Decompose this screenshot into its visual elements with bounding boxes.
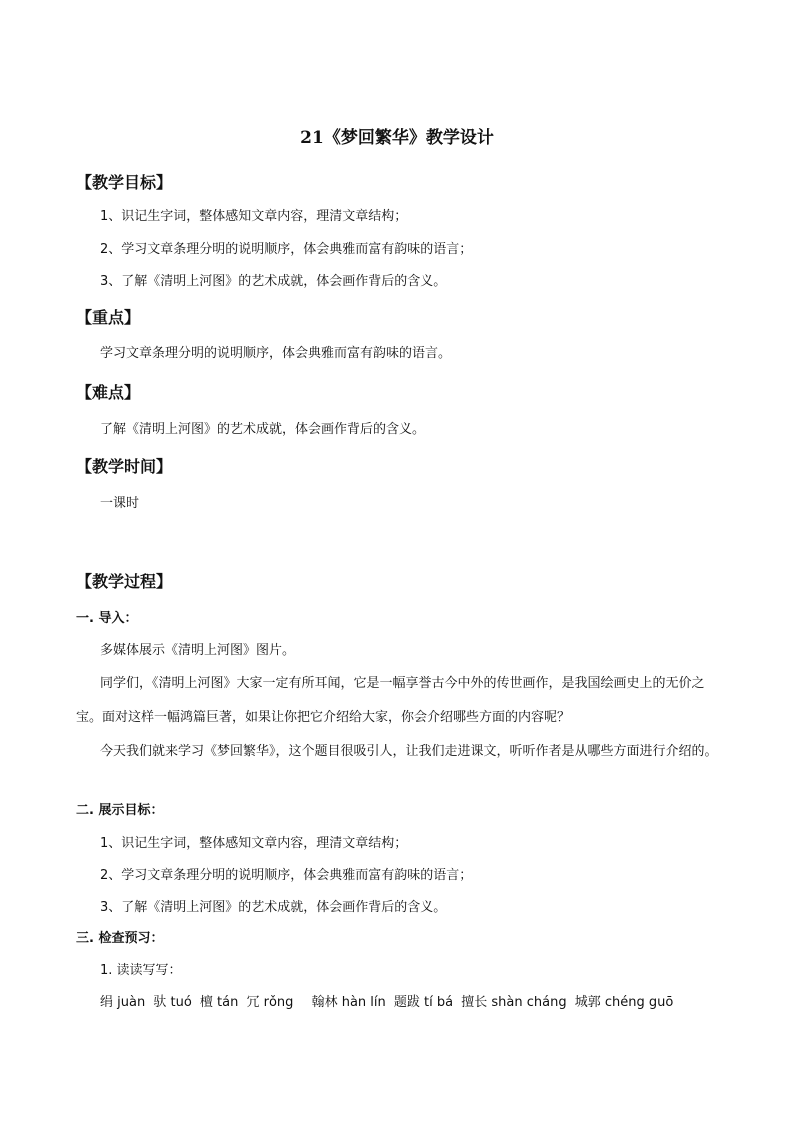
- document-title: 21《梦回繁华》教学设计: [300, 128, 494, 148]
- show-goals-heading: 二. 展示目标：: [76, 803, 164, 818]
- vocabulary-word: 城郭 chéng guō: [574, 995, 674, 1010]
- preview-task: 1. 读读写写：: [100, 963, 182, 978]
- show-goals-item-3: 3、了解《清明上河图》的艺术成就，体会画作背后的含义。: [100, 900, 447, 915]
- goals-item-1: 1、识记生字词，整体感知文章内容，理清文章结构；: [100, 209, 408, 224]
- vocabulary-word: 翰林 hàn lín: [311, 995, 386, 1010]
- vocabulary-word: 绢 juàn: [100, 995, 146, 1010]
- vocabulary-word: 题跋 tí bá: [393, 995, 454, 1010]
- goals-item-2: 2、学习文章条理分明的说明顺序，体会典雅而富有韵味的语言；: [100, 242, 473, 257]
- goals-item-3: 3、了解《清明上河图》的艺术成就，体会画作背后的含义。: [100, 274, 447, 289]
- intro-line: 多媒体展示《清明上河图》图片。: [100, 643, 296, 658]
- intro-paragraph-2: 今天我们就来学习《梦回繁华》，这个题目很吸引人，让我们走进课文，听听作者是从哪些方面进行介绍的。: [100, 744, 718, 759]
- time-heading: 【教学时间】: [76, 457, 173, 476]
- show-goals-item-1: 1、识记生字词，整体感知文章内容，理清文章结构；: [100, 836, 408, 851]
- vocabulary-word: 擅长 shàn cháng: [461, 995, 567, 1010]
- goals-heading: 【教学目标】: [76, 173, 173, 192]
- vocabulary-word: 檀 tán: [199, 995, 239, 1010]
- difficulty-heading: 【难点】: [76, 383, 141, 402]
- time-text: 一课时: [100, 496, 140, 511]
- intro-heading: 一. 导入：: [76, 611, 138, 626]
- preview-heading: 三. 检查预习：: [76, 931, 164, 946]
- vocabulary-word: 驮 tuó: [153, 995, 192, 1010]
- intro-paragraph-1: 同学们，《清明上河图》大家一定有所耳闻，它是一幅享誉古今中外的传世画作，是我国绘画史上的无价之宝。面对这样一幅鸿篇巨著，如果让你把它介绍给大家，你会介绍哪些方面的内容呢？: [76, 676, 705, 725]
- key-point-text: 学习文章条理分明的说明顺序，体会典雅而富有韵味的语言。: [100, 346, 452, 361]
- key-point-heading: 【重点】: [76, 308, 141, 327]
- vocabulary-word: 冗 rǒng: [246, 995, 294, 1010]
- difficulty-text: 了解《清明上河图》的艺术成就，体会画作背后的含义。: [100, 422, 426, 437]
- vocabulary-list: [100, 993, 677, 1013]
- show-goals-item-2: 2、学习文章条理分明的说明顺序，体会典雅而富有韵味的语言；: [100, 868, 473, 883]
- process-heading: 【教学过程】: [76, 572, 173, 591]
